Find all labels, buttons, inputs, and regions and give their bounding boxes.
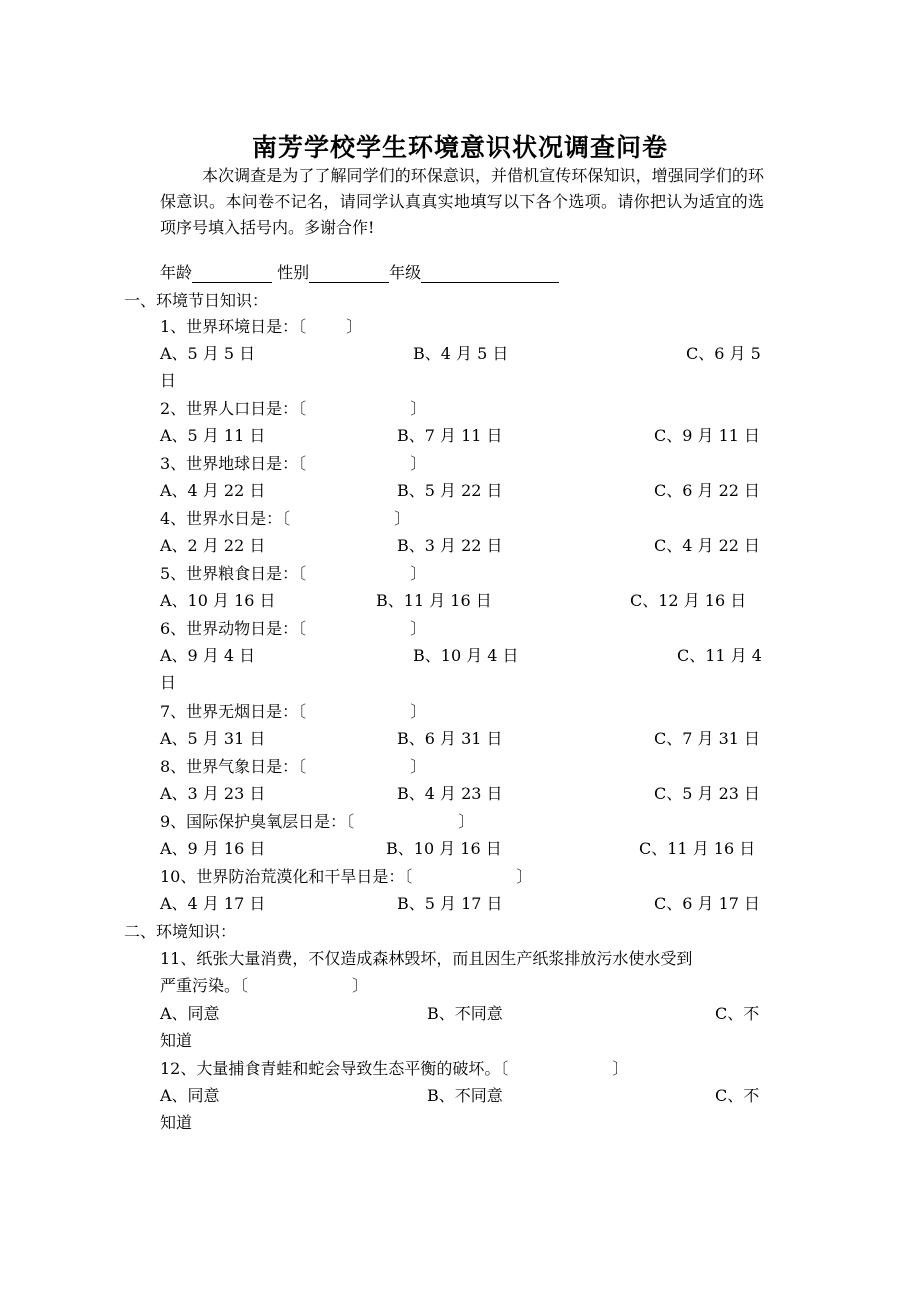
option-b: B、5 月 22 日 <box>397 481 503 500</box>
option-c: C、4 月 22 日 <box>654 536 761 555</box>
option-c-wrap: 日 <box>160 371 177 390</box>
page-title: 南芳学校学生环境意识状况调查问卷 <box>251 133 668 162</box>
intro-paragraph <box>160 163 764 241</box>
age-field[interactable] <box>192 264 272 283</box>
grade-label: 年级 <box>389 263 422 282</box>
option-c: C、5 月 23 日 <box>654 784 761 803</box>
option-c: C、11 月 16 日 <box>639 839 756 858</box>
option-c: C、6 月 17 日 <box>654 894 761 913</box>
option-c: C、12 月 16 日 <box>630 591 747 610</box>
question-11-cont: 严重污染。〔 〕 <box>160 976 369 995</box>
option-b: B、11 月 16 日 <box>376 591 492 610</box>
question-6: 6、世界动物日是：〔 〕 <box>160 619 427 638</box>
gender-field[interactable] <box>309 264 389 283</box>
gender-label: 性别 <box>277 263 310 282</box>
option-c: C、9 月 11 日 <box>654 426 761 445</box>
option-b: B、4 月 23 日 <box>397 784 503 803</box>
grade-field[interactable] <box>421 264 559 283</box>
question-5: 5、世界粮食日是：〔 〕 <box>160 564 427 583</box>
question-7: 7、世界无烟日是：〔 〕 <box>160 702 427 721</box>
option-a: A、同意 <box>160 1086 220 1105</box>
option-c-wrap: 日 <box>160 673 177 692</box>
option-a: A、2 月 22 日 <box>160 536 266 555</box>
question-11: 11、纸张大量消费，不仅造成森林毁坏，而且因生产纸浆排放污水使水受到 <box>160 949 693 968</box>
option-a: A、5 月 31 日 <box>160 729 266 748</box>
option-b: B、4 月 5 日 <box>413 344 509 363</box>
question-4: 4、世界水日是：〔 〕 <box>160 509 411 528</box>
option-c-wrap: 知道 <box>160 1113 193 1132</box>
option-b: B、6 月 31 日 <box>397 729 503 748</box>
option-a: A、3 月 23 日 <box>160 784 266 803</box>
option-b: B、10 月 16 日 <box>386 839 502 858</box>
age-label: 年龄 <box>160 263 193 282</box>
option-a: A、5 月 5 日 <box>160 344 256 363</box>
question-8: 8、世界气象日是：〔 〕 <box>160 757 427 776</box>
option-b: B、3 月 22 日 <box>397 536 503 555</box>
question-1: 1、世界环境日是：〔 〕 <box>160 317 363 336</box>
section-heading-2: 二、环境知识： <box>124 922 237 941</box>
option-b: B、不同意 <box>427 1004 503 1023</box>
option-a: A、同意 <box>160 1004 220 1023</box>
option-a: A、10 月 16 日 <box>160 591 276 610</box>
question-12: 12、大量捕食青蛙和蛇会导致生态平衡的破坏。〔 〕 <box>160 1059 629 1078</box>
intro-text: 本次调查是为了了解同学们的环保意识，并借机宣传环保知识，增强同学们的环保意识。本问卷不记名，请同学认真真实地填写以下各个选项。请你把认为适宜的选项序号填入括号内。多谢合作! <box>160 166 764 237</box>
option-a: A、5 月 11 日 <box>160 426 266 445</box>
question-2: 2、世界人口日是：〔 〕 <box>160 399 427 418</box>
option-a: A、9 月 4 日 <box>160 646 256 665</box>
option-a: A、4 月 22 日 <box>160 481 266 500</box>
respondent-info <box>160 260 559 283</box>
option-c-wrap: 知道 <box>160 1031 193 1050</box>
section-heading-1: 一、环境节日知识： <box>124 291 269 310</box>
option-b: B、10 月 4 日 <box>413 646 519 665</box>
option-c: C、11 月 4 <box>677 646 762 665</box>
option-c: C、不 <box>715 1086 760 1105</box>
option-c: C、不 <box>715 1004 760 1023</box>
option-c: C、6 月 22 日 <box>654 481 761 500</box>
option-b: B、5 月 17 日 <box>397 894 503 913</box>
option-c: C、6 月 5 <box>686 344 761 363</box>
question-3: 3、世界地球日是：〔 〕 <box>160 454 427 473</box>
option-a: A、4 月 17 日 <box>160 894 266 913</box>
question-9: 9、国际保护臭氧层日是：〔 〕 <box>160 812 475 831</box>
option-c: C、7 月 31 日 <box>654 729 761 748</box>
question-10: 10、世界防治荒漠化和干旱日是：〔 〕 <box>160 867 533 886</box>
option-b: B、7 月 11 日 <box>397 426 503 445</box>
option-b: B、不同意 <box>427 1086 503 1105</box>
option-a: A、9 月 16 日 <box>160 839 266 858</box>
